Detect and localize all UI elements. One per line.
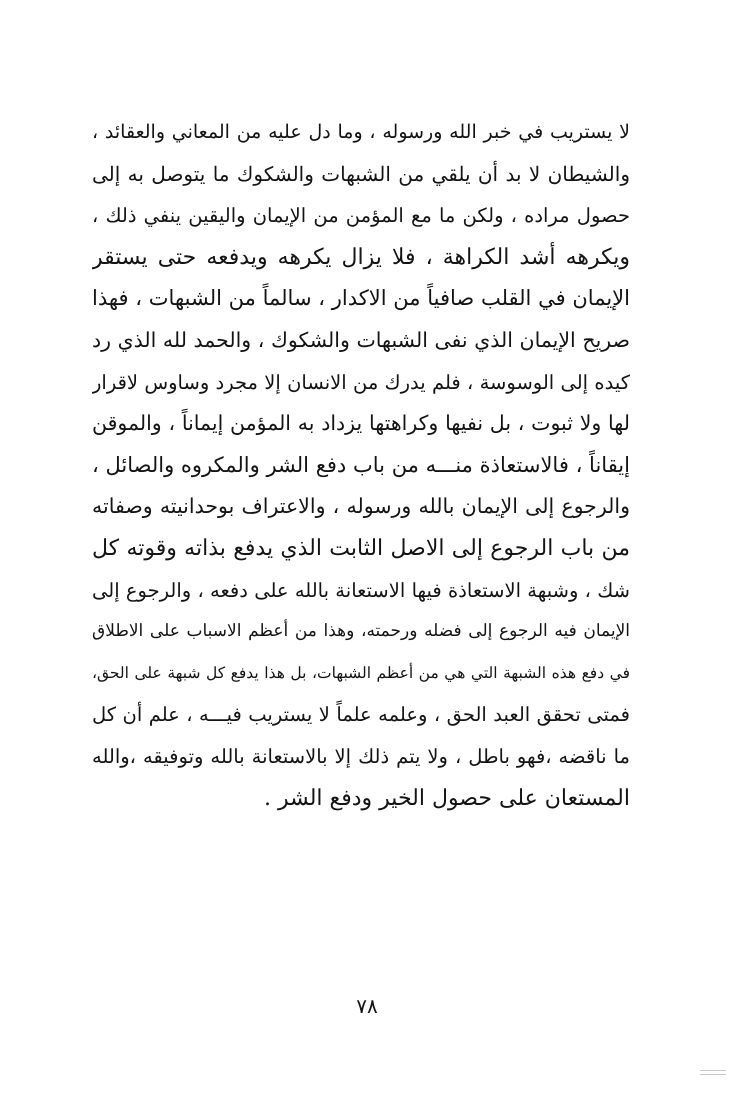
text-line-3: حصول مراده ، ولكن ما مع المؤمن من الإيمان واليقين ينفي ذلك ، xyxy=(92,204,630,228)
text-line-4: ويكرهه أشد الكراهة ، فلا يزال يكرهه ويدفعه حتى يستقر xyxy=(92,244,630,270)
text-line-8: لها ولا ثبوت ، بل نفيها وكراهتها يزداد به المؤمن إيماناً ، والموقن xyxy=(92,411,630,436)
text-line-6: صريح الإيمان الذي نفى الشبهات والشكوك ، والحمد لله الذي رد xyxy=(92,327,630,352)
scan-corner-mark xyxy=(700,1070,726,1082)
text-line-5: الإيمان في القلب صافياً من الاكدار ، سالماً من الشبهات ، فهذا xyxy=(92,286,630,311)
text-line-17: المستعان على حصول الخير ودفع الشر . xyxy=(263,785,630,811)
text-line-12: شك ، وشبهة الاستعاذة فيها الاستعانة بالله على دفعه ، والرجوع إلى xyxy=(92,578,630,602)
text-line-1: لا يستريب في خبر الله ورسوله ، وما دل عليه من المعاني والعقائد ، xyxy=(92,121,630,143)
text-line-15: فمتى تحقق العبد الحق ، وعلمه علماً لا يستريب فيـــه ، علم أن كل xyxy=(92,703,630,727)
body-text xyxy=(92,112,630,819)
text-line-13: الإيمان فيه الرجوع إلى فضله ورحمته، وهذا من أعظم الاسباب على الاطلاق xyxy=(92,621,630,642)
text-line-11: من باب الرجوع إلى الاصل الثابت الذي يدفع بذاته وقوته كل xyxy=(92,535,630,561)
text-line-9: إيقاناً ، فالاستعاذة منـــه من باب دفع الشر والمكروه والصائل ، xyxy=(92,452,630,477)
text-line-7: كيده إلى الوسوسة ، فلم يدرك من الانسان إلا مجرد وساوس لاقرار xyxy=(92,370,630,394)
text-line-2: والشيطان لا بد أن يلقي من الشبهات والشكوك ما يتوصل به إلى xyxy=(92,161,630,186)
page-number: ٧٨ xyxy=(356,994,378,1018)
text-line-14: في دفع هذه الشبهة التي هي من أعظم الشبهات، بل هذا يدفع كل شبهة على الحق، xyxy=(92,663,630,682)
text-line-16: ما ناقضه ،فهو باطل ، ولا يتم ذلك إلا بالاستعانة بالله وتوفيقه ،والله xyxy=(92,744,630,768)
text-line-10: والرجوع إلى الإيمان بالله ورسوله ، والاعتراف بوحدانيته وصفاته xyxy=(92,494,630,519)
